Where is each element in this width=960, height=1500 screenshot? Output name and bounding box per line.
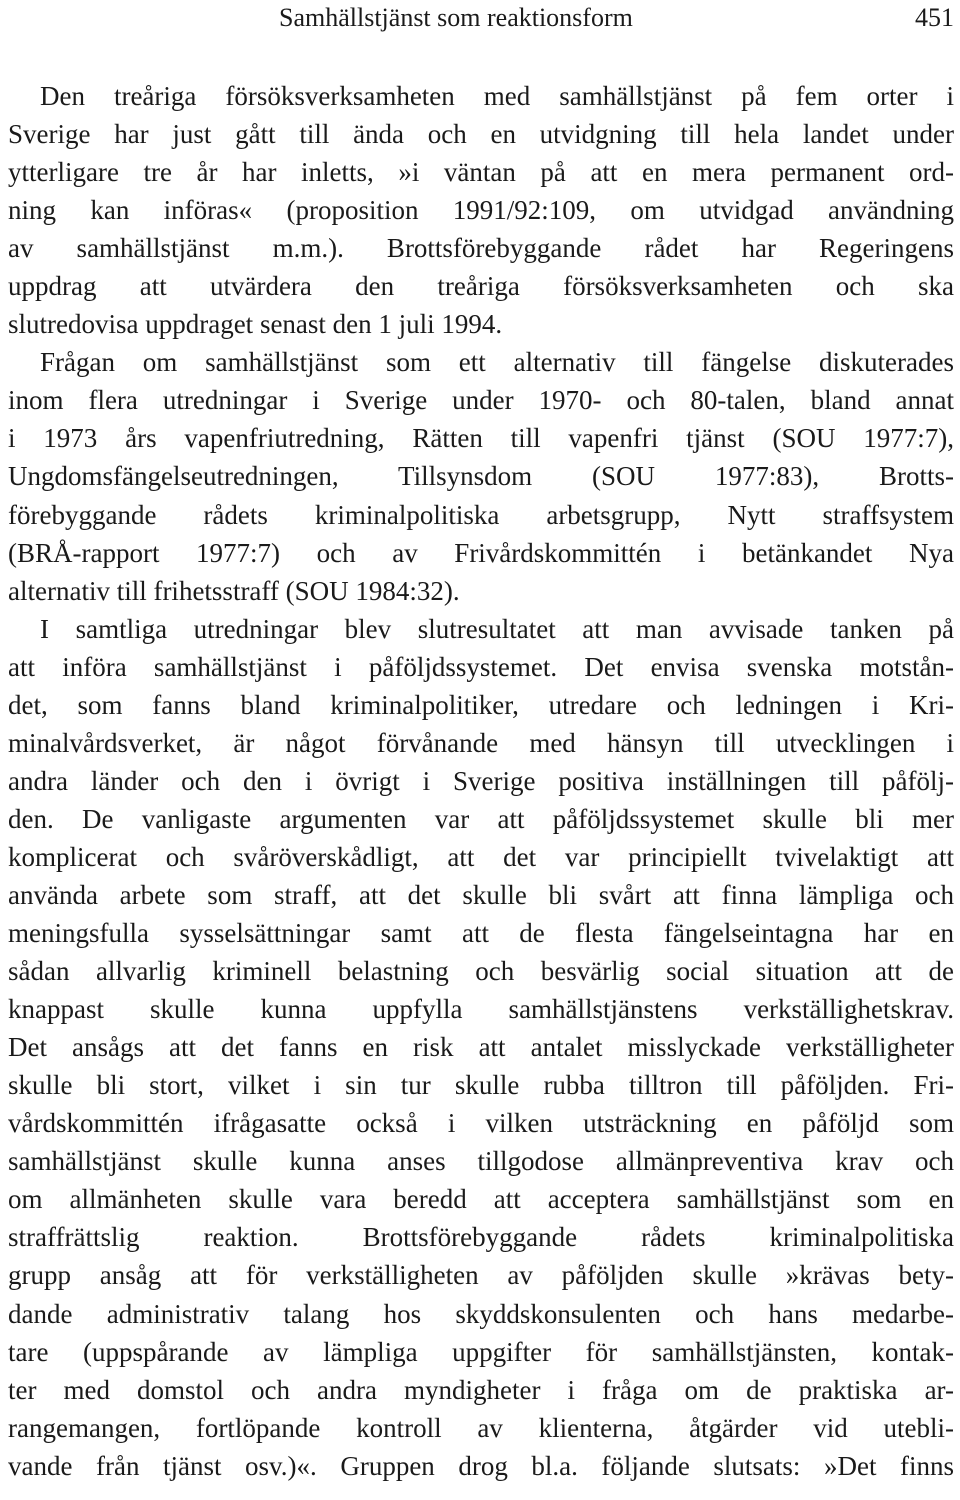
text-line: slutredovisa uppdraget senast den 1 juli 1994.	[8, 309, 503, 340]
text-line: knappast skulle kunna uppfylla samhällstjänstens verkställighetskrav.	[8, 994, 954, 1025]
text-line: skulle bli stort, vilket i sin tur skulle rubba tilltron till påföljden. Fri-	[8, 1070, 954, 1101]
text-line: av samhällstjänst m.m.). Brottsförebyggande rådet har Regeringens	[8, 233, 954, 264]
text-line: förebyggande rådets kriminalpolitiska arbetsgrupp, Nytt straffsystem	[8, 499, 954, 530]
text-line: att införa samhällstjänst i påföljdssystemet. Det envisa svenska motstån-	[8, 651, 954, 682]
text-line: Frågan om samhällstjänst som ett alternativ till fängelse diskuterades	[40, 347, 954, 378]
text-line: ytterligare tre år har inletts, »i väntan på att en mera permanent ord-	[8, 157, 954, 188]
text-line: andra länder och den i övrigt i Sverige positiva inställningen till påfölj-	[8, 765, 954, 796]
text-line: minalvårdsverket, är något förvånande med hänsyn till utvecklingen i	[8, 727, 954, 758]
text-line: alternativ till frihetsstraff (SOU 1984:32).	[8, 575, 460, 606]
running-title: Samhällstjänst som reaktionsform	[279, 3, 633, 32]
text-line: meningsfulla sysselsättningar samt att de flesta fängelseintagna har en	[8, 918, 954, 949]
text-line: inom flera utredningar i Sverige under 1970- och 80-talen, bland annat	[8, 385, 954, 416]
text-line: ning kan införas« (proposition 1991/92:109, om utvidgad användning	[8, 195, 954, 226]
text-line: Den treåriga försöksverksamheten med samhällstjänst på fem orter i	[40, 81, 954, 111]
text-line: Sverige har just gått till ända och en utvidgning till hela landet under	[8, 119, 954, 150]
text-line: samhällstjänst skulle kunna anses tillgodose allmänpreventiva krav och	[8, 1146, 954, 1177]
text-line: komplicerat och svåröverskådligt, att det var principiellt tvivelaktigt att	[8, 841, 954, 872]
text-line: tare (uppspårande av lämpliga uppgifter för samhällstjänsten, kontak-	[8, 1336, 954, 1367]
text-line: uppdrag att utvärdera den treåriga försöksverksamheten och ska	[8, 271, 954, 302]
text-line: Det ansågs att det fanns en risk att antalet misslyckade verkställigheter	[8, 1032, 954, 1063]
text-line: I samtliga utredningar blev slutresultatet att man avvisade tanken på	[40, 613, 954, 644]
text-line: använda arbete som straff, att det skulle bli svårt att finna lämpliga och	[8, 879, 954, 910]
text-line: grupp ansåg att för verkställigheten av påföljden skulle »krävas bety-	[8, 1260, 954, 1291]
running-head	[0, 2, 960, 34]
text-line: det, som fanns bland kriminalpolitiker, utredare och ledningen i Kri-	[8, 689, 954, 720]
text-line: sådan allvarlig kriminell belastning och besvärlig social situation att de	[8, 956, 954, 987]
text-line: rangemangen, fortlöpande kontroll av klienterna, åtgärder vid utebli-	[8, 1412, 954, 1443]
text-line: vårdskommittén ifrågasatte också i vilken utsträckning en påföljd som	[8, 1108, 954, 1139]
text-line: dande administrativ talang hos skyddskonsulenten och hans medarbe-	[8, 1298, 954, 1329]
body-text	[0, 77, 960, 1485]
text-line: ter med domstol och andra myndigheter i fråga om de praktiska ar-	[8, 1374, 954, 1405]
page-number: 451	[915, 3, 954, 32]
text-line: straffrättslig reaktion. Brottsförebyggande rådets kriminalpolitiska	[8, 1222, 954, 1253]
text-line: den. De vanligaste argumenten var att påföljdssystemet skulle bli mer	[8, 803, 954, 834]
text-line: vande från tjänst osv.)«. Gruppen drog bl.a. följande slutsats: »Det finns	[8, 1450, 954, 1481]
text-line: i 1973 års vapenfriutredning, Rätten till vapenfri tjänst (SOU 1977:7),	[8, 423, 954, 454]
text-line: om allmänheten skulle vara beredd att acceptera samhällstjänst som en	[8, 1184, 954, 1215]
text-line: (BRÅ-rapport 1977:7) och av Frivårdskommittén i betänkandet Nya	[8, 537, 954, 568]
text-line: Ungdomsfängelseutredningen, Tillsynsdom (SOU 1977:83), Brotts-	[8, 461, 954, 492]
